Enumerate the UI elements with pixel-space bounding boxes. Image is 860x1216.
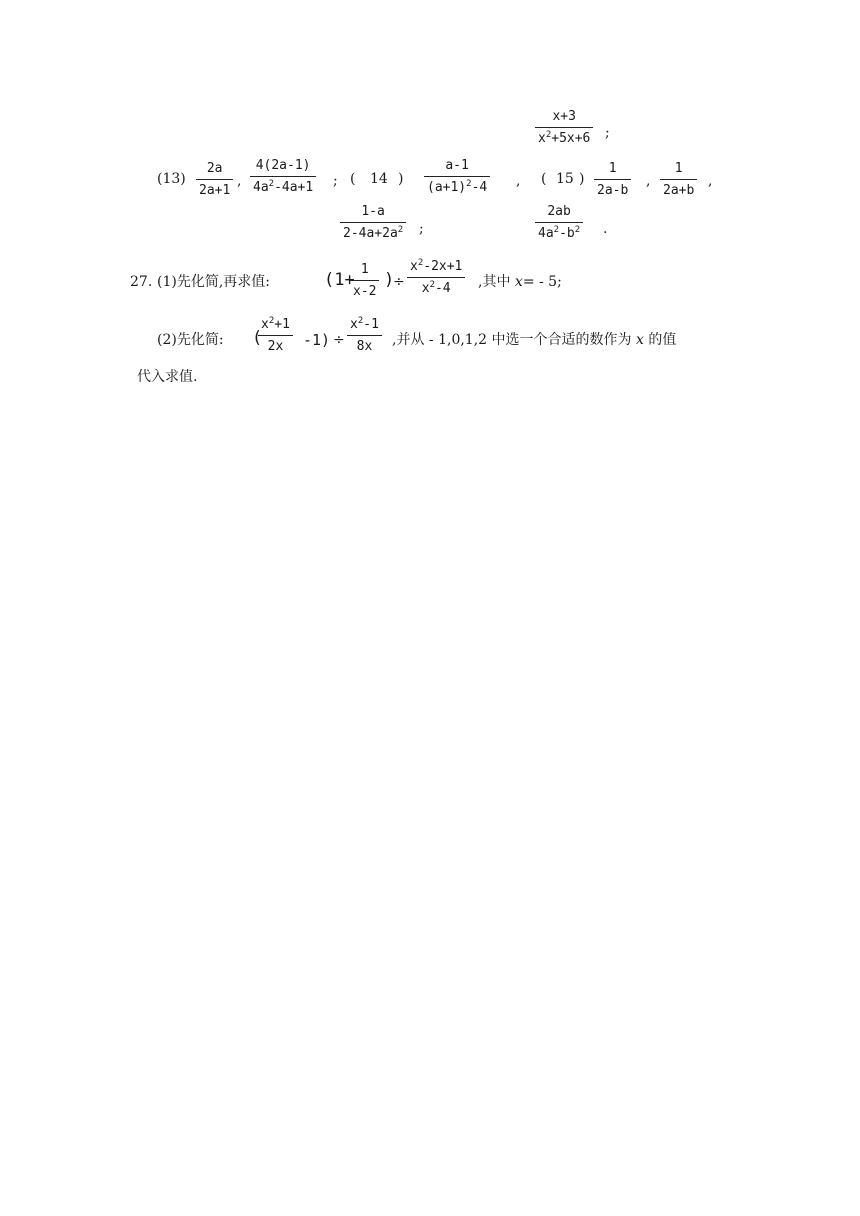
fraction-1-over-2a-plus-b: 1 2a+b (660, 160, 697, 200)
fraction-2ab: 2ab $4a^2-b^2$ (535, 203, 583, 243)
fraction-2a-over-2a-plus-1: 2a 2a+1 (196, 160, 233, 200)
problem-14-label-close: ) (398, 171, 404, 187)
fraction-x2-minus-2x-plus-1: $x^2-2x+1$ $x^2-4$ (407, 258, 465, 298)
comma: , (708, 173, 713, 189)
part-1-instruction: (1)先化简,再求值: (157, 274, 270, 290)
part-1-condition: ,其中 x= - 5; (478, 274, 562, 290)
fraction-x2-minus-1-over-8x: $x^2-1$ 8x (347, 316, 382, 356)
period: . (603, 221, 608, 237)
comma: , (516, 173, 521, 189)
fraction-x2-plus-1-over-2x: $x^2+1$ 2x (258, 316, 293, 356)
semicolon: ; (419, 221, 424, 237)
comma: , (646, 173, 651, 189)
problem-13-label: (13) (157, 171, 186, 187)
close-paren: ) (384, 270, 395, 290)
problem-15-label-number: 15 (556, 171, 574, 187)
question-number: 27. (130, 274, 153, 290)
fraction-1-over-2a-minus-b: 1 2a-b (594, 160, 631, 200)
part-2-instruction: (2)先化简: (157, 332, 224, 348)
minus-one-close: -1) (303, 331, 331, 349)
fraction-x-plus-3: x+3 $x^2+5x+6$ (535, 108, 593, 148)
division-sign: ÷ (333, 332, 345, 348)
fraction-1-minus-a: 1-a $2-4a+2a^2$ (340, 203, 406, 243)
semicolon: ; (605, 125, 610, 141)
comma: , (237, 173, 242, 189)
fraction-1-over-x-minus-2: 1 x-2 (350, 261, 379, 301)
problem-15-label-close: ) (579, 171, 585, 187)
problem-15-label-open: ( (541, 171, 547, 187)
semicolon: ; (333, 173, 338, 189)
problem-14-label-number: 14 (370, 171, 388, 187)
part-2-continuation: 代入求值. (137, 369, 198, 385)
part-2-condition: ,并从 - 1,0,1,2 中选一个合适的数作为 x 的值 (392, 332, 677, 348)
problem-14-label-open: ( (350, 171, 356, 187)
open-paren: (1+ (324, 270, 355, 290)
fraction-4-2a-minus-1: 4(2a-1) $4a^2-4a+1$ (250, 157, 316, 197)
fraction-a-minus-1: a-1 $(a+1)^2-4$ (424, 157, 490, 197)
open-paren: ( (252, 328, 263, 348)
division-sign: ÷ (393, 274, 405, 290)
